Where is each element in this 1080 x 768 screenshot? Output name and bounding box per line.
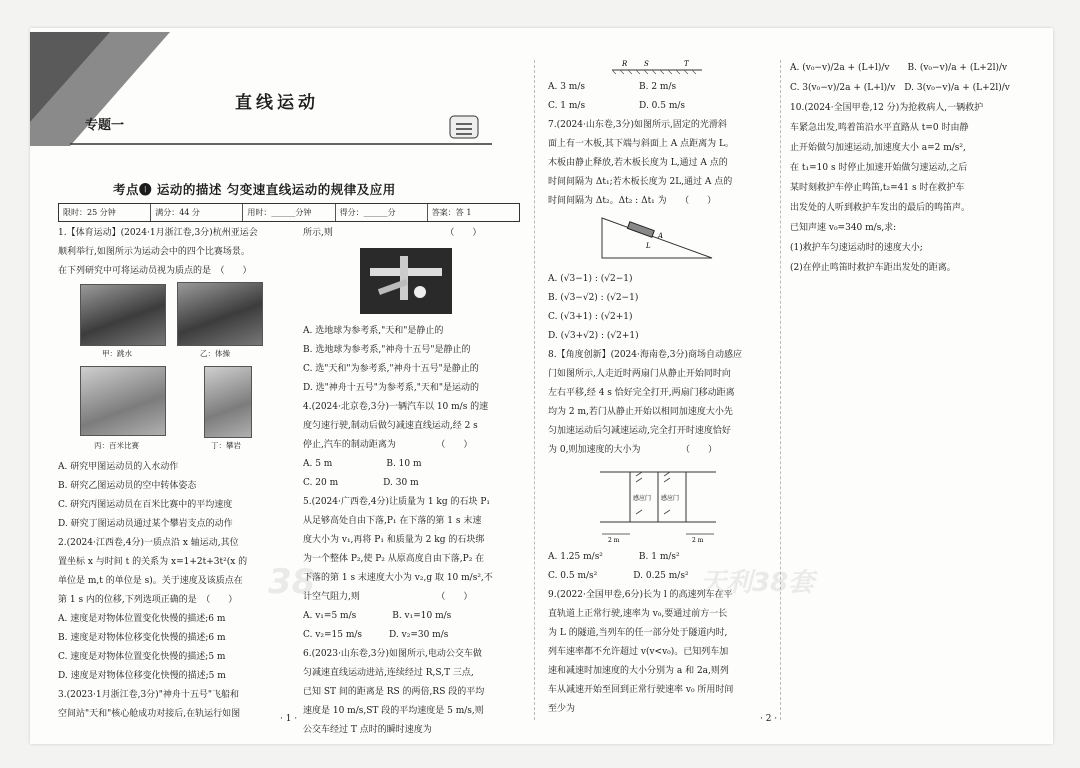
space-station-photo xyxy=(360,248,452,314)
question-line: 5.(2024·广西卷,4分)让质量为 1 kg 的石块 P₁ xyxy=(303,497,491,507)
photo-caption: 丁：攀岩 xyxy=(211,441,241,450)
door-left-label: 感应门 xyxy=(633,495,652,502)
question-line: 已知声速 v₀=340 m/s,求: xyxy=(790,223,897,233)
question-line: 为一个整体 P₂,使 P₂ 从原高度自由下落,P₂ 在 xyxy=(303,554,485,564)
option: C. (√3+1) : (√2+1) xyxy=(548,312,633,322)
question-line: 出发处的人听到救护车发出的最后的鸣笛声。 xyxy=(790,203,971,213)
column-1-continued xyxy=(58,458,290,724)
question-line: 为 0,则加速度的大小为 （ ） xyxy=(548,445,717,455)
dimension-right: 2 m xyxy=(692,537,704,544)
question-line: 至少为 xyxy=(548,704,576,714)
time-limit: 限时：25 分钟 xyxy=(59,204,151,221)
column-2-top xyxy=(303,224,525,243)
option: A. (√3−1) : (√2−1) xyxy=(548,274,633,284)
question-line: 7.(2024·山东卷,3分)如图所示,固定的光滑斜 xyxy=(548,120,727,130)
question-line: 公交车经过 T 点时的瞬时速度为 xyxy=(303,725,432,735)
option: A. v₁=5 m/s B. v₁=10 m/s xyxy=(303,611,452,621)
watermark-left: 38 xyxy=(268,562,316,602)
option: A. 3 m/s B. 2 m/s xyxy=(548,82,677,92)
question-line: 3.(2023·1月浙江卷,3分)"神舟十五号"飞船和 xyxy=(58,690,239,700)
door-right-label: 感应门 xyxy=(661,495,680,502)
column-2 xyxy=(303,322,525,740)
question-line: 已知 ST 间的距离是 RS 的两倍,RS 段的平均 xyxy=(303,687,485,697)
question-line: 木板由静止释放,若木板长度为 L,通过 A 点的 xyxy=(548,158,728,168)
page-divider xyxy=(534,60,535,720)
question-line: 度匀速行驶,制动后做匀减速直线运动,经 2 s xyxy=(303,421,478,431)
option: A. 选地球为参考系,"天和"是静止的 xyxy=(303,326,444,336)
question-line: 左右平移,经 4 s 恰好完全打开,两扇门移动距离 xyxy=(548,388,735,398)
option: C. 3(v₀−v)/2a + (L+l)/v D. 3(v₀−v)/a + (L+2l)/v xyxy=(790,83,1010,93)
question-line: 9.(2022·全国甲卷,6分)长为 l 的高速列车在平 xyxy=(548,590,733,600)
section-title: 考点❶ 运动的描述 匀变速直线运动的规律及应用 xyxy=(113,182,396,197)
question-line: 2.(2024·江西卷,4分)一质点沿 x 轴运动,其位 xyxy=(58,538,239,548)
question-line: 直轨道上正常行驶,速率为 v₀,要通过前方一长 xyxy=(548,609,728,619)
topic-title: 直线运动 xyxy=(235,93,319,113)
option: A. 5 m B. 10 m xyxy=(303,459,422,469)
question-line: 某时刻救护车停止鸣笛,t₂=41 s 时在救护车 xyxy=(790,183,965,193)
question-line: 速度是 10 m/s,ST 段的平均速度是 5 m/s,则 xyxy=(303,706,484,716)
option: C. 研究丙图运动员在百米比赛中的平均速度 xyxy=(58,500,233,510)
question-line: 顺利举行,如图所示为运动会中的四个比赛场景。 xyxy=(58,247,250,257)
option: A. (v₀−v)/2a + (L+l)/v B. (v₀−v)/a + (L+2l)/v xyxy=(790,63,1008,73)
option: D. 研究丁图运动员通过某个攀岩支点的动作 xyxy=(58,519,233,529)
option: A. 1.25 m/s² B. 1 m/s² xyxy=(548,552,680,562)
column-1 xyxy=(58,224,290,281)
point-R: R xyxy=(622,60,628,68)
column-4 xyxy=(790,58,1030,278)
question-line: 在 t₁=10 s 时停止加速开始做匀速运动,之后 xyxy=(790,163,968,173)
climbing-photo xyxy=(204,366,252,438)
question-line: 计空气阻力,则 （ ） xyxy=(303,592,473,602)
option: B. 选地球为参考系,"神舟十五号"是静止的 xyxy=(303,345,471,355)
point-S: S xyxy=(644,60,649,68)
photo-caption: 丙：百米比赛 xyxy=(94,441,139,450)
question-line: 车从减速开始至回到正常行驶速率 v₀ 所用时间 xyxy=(548,685,734,695)
score-field: 得分：______分 xyxy=(336,204,428,221)
topic-label: 专题一 xyxy=(85,118,125,133)
question-line: 为 L 的隧道,当列车的任一部分处于隧道内时, xyxy=(548,628,728,638)
diving-photo xyxy=(80,284,166,346)
column-3 xyxy=(548,270,770,460)
page-number-left: · 1 · xyxy=(280,714,298,724)
question-line: 在下列研究中可将运动员视为质点的是 （ ） xyxy=(58,266,252,276)
question-line: 4.(2024·北京卷,3分)一辆汽车以 10 m/s 的速 xyxy=(303,402,489,412)
bus-track-figure xyxy=(612,56,702,76)
gymnastics-photo xyxy=(177,282,263,346)
option: C. v₂=15 m/s D. v₂=30 m/s xyxy=(303,630,449,640)
question-line: 列车速率都不允许超过 v(v<v₀)。已知列车加 xyxy=(548,647,729,657)
point-A: A xyxy=(658,232,664,240)
question-line: 均为 2 m,若门从静止开始以相同加速度大小先 xyxy=(548,407,733,417)
question-line: 单位是 m,t 的单位是 s)。关于速度及该质点在 xyxy=(58,576,243,586)
question-line: 面上有一木板,其下端与斜面上 A 点距离为 L。 xyxy=(548,139,734,149)
option: B. (√3−√2) : (√2−1) xyxy=(548,293,639,303)
answer-ref: 答案：答 1 xyxy=(431,208,472,217)
question-line: 度大小为 v₁,再将 P₁ 和质量为 2 kg 的石块绑 xyxy=(303,535,485,545)
photo-caption: 乙：体操 xyxy=(200,349,230,358)
question-line: 从足够高处自由下落,P₁ 在下落的第 1 s 末速 xyxy=(303,516,482,526)
option: D. 选"神舟十五号"为参考系,"天和"是运动的 xyxy=(303,383,480,393)
page-number-right: · 2 · xyxy=(760,714,778,724)
length-L: L xyxy=(646,242,651,250)
option: C. 1 m/s D. 0.5 m/s xyxy=(548,101,686,111)
time-used-field: 用时：______分钟 xyxy=(243,204,335,221)
question-line: 置坐标 x 与时间 t 的关系为 x=1+2t+3t²(x 的 xyxy=(58,557,248,567)
full-score: 满分：44 分 xyxy=(151,204,243,221)
option: C. 20 m D. 30 m xyxy=(303,478,419,488)
question-line: 止开始做匀加速运动,加速度大小 a=2 m/s², xyxy=(790,143,966,153)
watermark-right: 天利38套 xyxy=(700,568,815,598)
option: B. 研究乙图运动员的空中转体姿态 xyxy=(58,481,197,491)
option: A. 速度是对物体位置变化快慢的描述;6 m xyxy=(58,614,226,624)
info-bar xyxy=(58,203,520,222)
question-line: 所示,则 （ ） xyxy=(303,228,482,238)
question-line: 第 1 s 内的位移,下列选项正确的是 （ ） xyxy=(58,595,238,605)
dimension-left: 2 m xyxy=(608,537,620,544)
question-line: 下落的第 1 s 末速度大小为 v₂,g 取 10 m/s²,不 xyxy=(303,573,493,583)
sub-question: (2)在停止鸣笛时救护车距出发处的距离。 xyxy=(790,263,956,273)
option: C. 0.5 m/s² D. 0.25 m/s² xyxy=(548,571,689,581)
point-T: T xyxy=(684,60,689,68)
question-line: 匀减速直线运动进站,连续经过 R,S,T 三点, xyxy=(303,668,474,678)
question-line: 8.【角度创新】(2024·海南卷,3分)商场自动感应 xyxy=(548,350,742,360)
question-line: 时间间隔为 Δt₁;若木板长度为 2L,通过 A 点的 xyxy=(548,177,733,187)
option: A. 研究甲图运动员的入水动作 xyxy=(58,462,179,472)
question-line: 门如图所示,人走近时两扇门从静止开始同时向 xyxy=(548,369,731,379)
sprint-photo xyxy=(80,366,166,436)
question-line: 匀加速运动后匀减速运动,完全打开时速度恰好 xyxy=(548,426,731,436)
sliding-door-figure xyxy=(600,462,716,544)
incline-figure xyxy=(600,212,716,262)
question-line: 空间站"天和"核心舱成功对接后,在轨运行如图 xyxy=(58,709,241,719)
sub-question: (1)救护车匀速运动时的速度大小; xyxy=(790,243,923,253)
option: D. (√3+√2) : (√2+1) xyxy=(548,331,639,341)
column-3-top xyxy=(548,78,770,211)
question-line: 速和减速时加速度的大小分别为 a 和 2a,则列 xyxy=(548,666,729,676)
question-line: 10.(2024·全国甲卷,12 分)为抢救病人,一辆救护 xyxy=(790,103,984,113)
option: B. 速度是对物体位移变化快慢的描述;6 m xyxy=(58,633,226,643)
option: D. 速度是对物体位移变化快慢的描述;5 m xyxy=(58,671,226,681)
option: C. 速度是对物体位置变化快慢的描述;5 m xyxy=(58,652,226,662)
question-line: 6.(2023·山东卷,3分)如图所示,电动公交车做 xyxy=(303,649,482,659)
column-divider xyxy=(780,60,781,720)
question-line: 时间间隔为 Δt₂。Δt₂ : Δt₁ 为 （ ） xyxy=(548,196,717,206)
option: C. 选"天和"为参考系,"神舟十五号"是静止的 xyxy=(303,364,479,374)
question-line: 停止,汽车的制动距离为 （ ） xyxy=(303,440,473,450)
question-line: 车紧急出发,鸣着笛沿水平直路从 t=0 时由静 xyxy=(790,123,969,133)
photo-caption: 甲：跳水 xyxy=(102,349,132,358)
question-line: 1.【体育运动】(2024·1月浙江卷,3分)杭州亚运会 xyxy=(58,228,258,238)
